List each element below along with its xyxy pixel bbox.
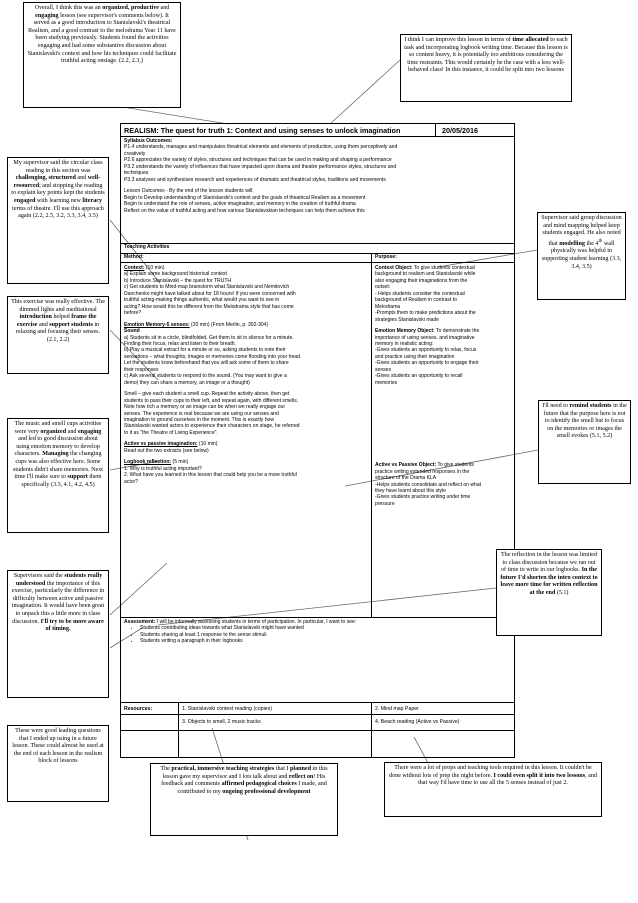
method-line: 2. What have you learned in this lesson that could help you be a more truthful — [124, 472, 297, 479]
resources-label: Resources: — [124, 706, 153, 712]
purpose-line: outset: — [375, 284, 391, 291]
method-heading: Method: — [124, 254, 144, 260]
active-passive-heading: Active vs passive imagination: — [124, 441, 198, 448]
assessment-item: • Students contributing ideas towards what Stanislavski might have wanted — [140, 625, 510, 631]
resource-item: 4. Beach reading (Active vs Passive) — [375, 719, 460, 725]
comment-box: I'll need to remind students in the future that the purpose here is not to identify the smell but to focus on the memories or images the smell evokes (5.1, 5.2) — [538, 400, 631, 484]
purpose-line: they have learnt about this style — [375, 487, 446, 494]
lesson-title-bar — [121, 124, 514, 137]
context-object-heading: Context Object: — [375, 265, 413, 271]
purpose-line: To demonstrate the — [434, 328, 480, 335]
assessment-text: I will be informally assessing students in terms of participation. In particular, I want to see: — [155, 619, 357, 625]
sound-heading: Sound — [124, 328, 140, 335]
method-line: imagination to ground ourselves in the moment. This is exactly how — [124, 416, 274, 423]
active-passive-time: (10 min) — [197, 441, 218, 448]
purpose-line: - Helps students consider the contextual — [375, 290, 465, 297]
purpose-line: memories — [375, 379, 398, 386]
comment-box: This exercise was really effective. The dimmed lights and meditational introduction helped frame the exercise and support students in relaxing and focusing their senses. (2.1, 2.2) — [7, 296, 109, 374]
purpose-line: strategies Stanislavski made — [375, 316, 439, 323]
lesson-plan-document — [120, 123, 515, 758]
purpose-column — [375, 265, 513, 507]
purpose-line: senses — [375, 366, 391, 373]
assessment-section — [124, 619, 510, 645]
method-line: sensations – what thoughts, images or memories come flooding into your head. — [124, 353, 302, 360]
syllabus-heading: Syllabus Outcomes: — [124, 138, 173, 144]
comment-box: Overall, I think this was an organized, productive and engaging lesson (see supervisor's comments below). It served as a good introduction to Stanislavski's theatrical Realism, and a good contrast to the melodrama Year 11 have been studying previously. Students found the activities engaging and had some substantive discussion about Stanislavski's context and how his techniques could facilitate truthful acting onstage. (2.2, 2.3,) — [23, 2, 181, 108]
syllabus-line: P2.6 appreciates the variety of styles, structures and techniques that can be used in making and shaping a performance — [124, 157, 392, 164]
method-line: senses. The experience is real because we are using our senses and — [124, 410, 279, 417]
method-line: demo) they can share a memory, an image or a thought) — [124, 379, 250, 386]
purpose-line: structure of the Drama KLA — [375, 475, 437, 482]
method-line: b) Introduce Stanislavski – the quest for TRUTH — [124, 277, 232, 284]
method-line: truthful acting-making things authentic, what would you want to see in — [124, 297, 280, 304]
logbook-time: (5 min) — [171, 459, 189, 466]
resource-item: 2. Mind map Paper — [375, 706, 419, 712]
purpose-line: -Helps students consolidate and reflect on what — [375, 481, 482, 488]
method-line: their responses — [124, 366, 159, 373]
method-line: acting? How would this be different from the Melodrama style that has come — [124, 303, 294, 310]
syllabus-line: P3.2 understands the variety of influences that have impacted upon drama and theatre performance styles, structures and — [124, 163, 397, 170]
purpose-line: -Gives students an opportunity to recall — [375, 373, 463, 380]
purpose-line: To give students contextual — [412, 265, 475, 271]
purpose-line: -Gives students practice writing under time — [375, 494, 471, 501]
purpose-line: pressure — [375, 500, 395, 507]
purpose-line: -Gives students an opportunity to relax, focus — [375, 347, 477, 354]
comment-box: Supervisor said group discussion and mind mapping helped keep students engaged. He also noted that modelling the 4th wall physically was helpful in supporting student learning (3.3, 3.4, 3.5) — [537, 212, 626, 300]
purpose-line: background to realism and Stanislavski while — [375, 271, 476, 278]
syllabus-line: techniques — [124, 170, 149, 177]
assessment-heading: Assessment: — [124, 619, 156, 625]
method-line: Danchenko might have talked about for 18 hours! If you were concerned with — [124, 290, 296, 297]
method-line: a) Explain some background historical context — [124, 271, 227, 278]
assessment-item: • Students sharing at least 1 response to the sense stimuli — [140, 632, 510, 638]
purpose-line: importance of using senses, and imaginative — [375, 334, 475, 341]
lesson-outcome-line: Reflect on the value of truthful acting and how various Stanislavskian techniques can help them achieve this — [124, 207, 365, 214]
method-line: a) Students sit in a circle, blindfolded. Get them to sit in silence for a minute. — [124, 334, 294, 341]
resource-item: 3. Objects to smell, 2 music tracks — [182, 719, 261, 725]
method-line: Let the students know beforehand that you will ask some of them to share — [124, 360, 289, 367]
connector-line — [330, 60, 400, 124]
syllabus-line: P1.4 understands, manages and manipulates theatrical elements and elements of production, using them perceptively and — [124, 144, 398, 151]
comment-box: Supervisors said the students really understood the importance of this exercise, particularly the difference in difficulty between active and passive imagination. It would have been great to unpack this a little more in class discussion. I'll try to be more aware of timing. — [7, 570, 109, 698]
purpose-heading: Purpose: — [375, 254, 397, 260]
teaching-activities-heading: Teaching Activities — [124, 244, 170, 250]
method-line: Note how rich a memory or an image can be when we really engage our — [124, 404, 286, 411]
comment-box: The reflection in the lesson was limited to class discussion because we ran out of time to write in our logbooks. In the future I'd shorten the intro context to leave more time for written reflection at the end (5.1) — [496, 549, 602, 636]
context-heading: Context: — [124, 265, 145, 271]
purpose-line: To give students — [436, 462, 474, 469]
assessment-item: • Students writing a paragraph in their logbooks — [140, 638, 510, 644]
comment-box: My supervisor said the circular class reading in this section was challenging, structured and well-resourced; and stopping the reading to explain key points kept the students engaged with learning new literacy terms of theatre. I'll use this approach again (2.2, 2.5, 3.2, 3.3, 3.4, 3.5) — [7, 157, 109, 284]
method-line: c) Get students to Mind-map brainstorm what Stanislavski and Nemitovich — [124, 284, 290, 291]
method-line: Finding their focus, relax and listen to their breath. — [124, 340, 236, 347]
active-passive-object-heading: Active vs Passive Object: — [375, 462, 437, 469]
method-line: b) Play a musical extract for a minute or so, asking students to note their — [124, 347, 286, 354]
purpose-line: memory in realistic acting: — [375, 340, 434, 347]
lesson-outcomes-heading: Lesson Outcomes - By the end of the lesson students will: — [124, 188, 254, 195]
syllabus-line: P3.3 analyses and synthesises research and experiences of dramatic and theatrical styles, traditions and movements — [124, 176, 386, 183]
purpose-line: and practice using their imagination — [375, 353, 455, 360]
method-line: Read out the two extracts (see below) — [124, 447, 209, 454]
comment-box: These were good leading questions that I ended up using in a future lesson. These could almost be used at the end of each lesson in the realism block of lessons — [7, 725, 109, 802]
purpose-line: -Gives students an opportunity to engage their — [375, 360, 479, 367]
lesson-outcome-line: Begin to understand the role of senses, active imagination, and memory in the creation of truthful drama — [124, 201, 356, 208]
syllabus-outcomes — [121, 137, 514, 214]
method-line: before? — [124, 310, 142, 317]
lesson-title: REALISM: The quest for truth 1: Context and using senses to unlock imagination — [124, 125, 401, 135]
purpose-line: also engaging their imaginations from the — [375, 277, 468, 284]
lesson-outcome-line: Begin to Develop understanding of Stanislavski's context and the goals of theatrical Realism as a movement — [124, 194, 366, 201]
purpose-line: -Prompts them to make predictions about the — [375, 310, 476, 317]
method-column — [124, 265, 370, 485]
purpose-line: Melodrama — [375, 303, 401, 310]
purpose-line: practice writing extended responses in the — [375, 468, 470, 475]
method-line: actor? — [124, 478, 139, 485]
purpose-line: background of Realism in contrast to — [375, 297, 457, 304]
method-line: 1. Why is truthful acting important? — [124, 465, 202, 472]
logbook-heading: Logbook reflection: — [124, 459, 172, 466]
syllabus-line: creatively — [124, 150, 146, 157]
method-line: Stanislavski wanted actors to experience their characters on stage, he referred — [124, 423, 300, 430]
comment-box: I think I can improve this lesson in terms of time allocated to each task and incorporating logbook writing time. Because this lesson is so content heavy, it is potentially too ambitious considering the time restraints. This would certainly be the case with a less well-behaved class! In this instance, it could be split into two lessons — [400, 34, 572, 102]
method-line: students to pass their cups to their left, and repeat again, with different smells. — [124, 397, 299, 404]
emotion-memory-time: (20 min) (From Merlin, p. 302-304) — [189, 321, 269, 328]
comment-box: The music and smell cups activities were very organized and engaging and led to good discussion about using emotion memory to develop characters. Managing the changing cups was also effective here. Some students didn't share memories. Next time I'll make sure to support them specifically (3.3, 4.1, 4.2, 4.5) — [7, 418, 109, 533]
lesson-date: 20/05/2016 — [442, 125, 478, 135]
emotion-memory-object-heading: Emotion Memory Object: — [375, 328, 435, 335]
method-line: to it as "the Theatre of Living Experience". — [124, 429, 218, 436]
emotion-memory-heading: Emotion Memory-5 senses: — [124, 321, 190, 328]
resource-item: 1. Stanislavski context reading (copies) — [182, 706, 272, 712]
method-line: c) Ask several students to respond to the sound. (You may want to give a — [124, 373, 287, 380]
comment-box: The practical, immersive teaching strategies that I planned in this lesson gave my supervisor and I lots talk about and reflect on! His feedback and comments affirmed pedagogical choices I made, and contributed to my ongoing professional development — [150, 763, 338, 836]
context-time: (10 min) — [144, 265, 165, 271]
method-line: Smell – give each student a smell cup. Repeat the activity above, then get — [124, 391, 290, 398]
comment-box: There were a lot of props and teaching tools required in this lesson. It couldn't be done without lots of prep the night before. I could even split it into two lessons, and that way I'd have time to use all the 5 senses instead of just 2. — [384, 762, 602, 817]
